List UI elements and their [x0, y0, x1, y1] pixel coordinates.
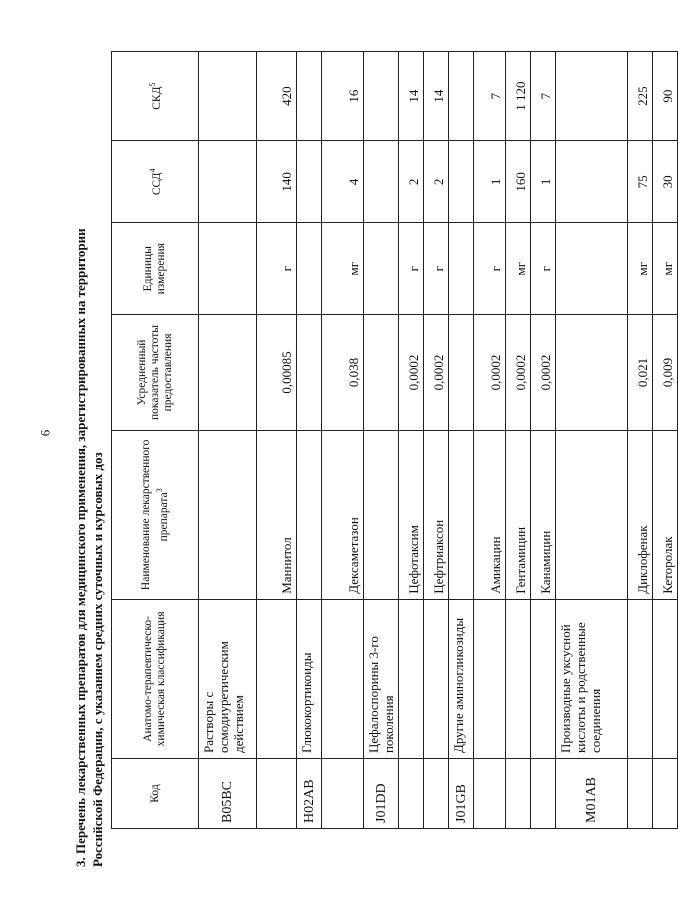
row-drug-name: Диклофенак — [628, 430, 653, 599]
row-code — [322, 759, 364, 829]
row-units — [199, 223, 257, 315]
table-row — [653, 52, 678, 829]
row-ssd: 1 — [531, 141, 556, 223]
row-drug-name — [199, 430, 257, 599]
row-frequency — [449, 315, 474, 431]
row-ssd: 140 — [257, 141, 297, 223]
table-row — [449, 52, 474, 829]
row-atc: Другие аминогликозиды — [449, 599, 474, 758]
row-frequency: 0,00085 — [257, 315, 297, 431]
row-atc: Глюкокортикоиды — [297, 599, 322, 758]
row-code — [474, 759, 506, 829]
row-frequency: 0,0002 — [531, 315, 556, 431]
heading-line-2: Российской Федерации, с указанием средних суточных и курсовых доз — [90, 452, 105, 867]
header-ssd: ССД$^4$ — [112, 141, 199, 223]
row-skd: 14 — [399, 52, 424, 141]
row-atc — [474, 599, 506, 758]
row-units — [556, 223, 628, 315]
table-row — [424, 52, 449, 829]
row-skd: 14 — [424, 52, 449, 141]
row-units: мг — [322, 223, 364, 315]
row-units: г — [424, 223, 449, 315]
header-name: Наименование лекарственного препарата$^3$ — [112, 430, 199, 599]
table-row — [364, 52, 399, 829]
table-row — [531, 52, 556, 829]
header-skd: СКД$^5$ — [112, 52, 199, 141]
heading-line-1: 3. Перечень лекарственных препаратов для медицинского применения, зарегистрированных на территории — [73, 228, 88, 867]
table-row — [322, 52, 364, 829]
row-drug-name — [297, 430, 322, 599]
row-atc — [322, 599, 364, 758]
table-header-row — [112, 52, 199, 829]
row-ssd: 2 — [399, 141, 424, 223]
table-row — [474, 52, 506, 829]
row-units — [364, 223, 399, 315]
row-code — [257, 759, 297, 829]
drug-table — [111, 51, 678, 829]
row-skd — [199, 52, 257, 141]
row-ssd: 75 — [628, 141, 653, 223]
row-units — [297, 223, 322, 315]
row-atc: Цефалоспорины 3-го поколения — [364, 599, 399, 758]
row-frequency — [199, 315, 257, 431]
row-skd: 16 — [322, 52, 364, 141]
row-code: B05BC — [199, 759, 257, 829]
row-ssd — [556, 141, 628, 223]
table-row — [199, 52, 257, 829]
row-drug-name: Маннитол — [257, 430, 297, 599]
row-drug-name: Кеторолак — [653, 430, 678, 599]
row-code — [424, 759, 449, 829]
row-skd — [364, 52, 399, 141]
row-drug-name: Канамицин — [531, 430, 556, 599]
row-skd: 7 — [531, 52, 556, 141]
row-code: J01DD — [364, 759, 399, 829]
row-ssd: 2 — [424, 141, 449, 223]
row-code: M01AB — [556, 759, 628, 829]
row-units: мг — [653, 223, 678, 315]
row-drug-name: Дексаметазон — [322, 430, 364, 599]
row-code — [399, 759, 424, 829]
row-drug-name — [556, 430, 628, 599]
row-frequency: 0,009 — [653, 315, 678, 431]
row-ssd: 30 — [653, 141, 678, 223]
row-frequency: 0,0002 — [424, 315, 449, 431]
row-ssd: 4 — [322, 141, 364, 223]
table-row — [257, 52, 297, 829]
row-frequency — [364, 315, 399, 431]
row-skd — [449, 52, 474, 141]
row-atc: Растворы с осмодиуретическим действием — [199, 599, 257, 758]
row-units — [449, 223, 474, 315]
row-atc — [506, 599, 531, 758]
row-skd — [297, 52, 322, 141]
row-code: H02AB — [297, 759, 322, 829]
table-row — [556, 52, 628, 829]
row-frequency: 0,021 — [628, 315, 653, 431]
row-units: г — [399, 223, 424, 315]
row-units: мг — [506, 223, 531, 315]
row-ssd — [449, 141, 474, 223]
row-code — [506, 759, 531, 829]
header-atc: Анатомо-терапевтическо-химическая классификация — [112, 599, 199, 758]
table-row — [628, 52, 653, 829]
header-code: Код — [112, 759, 199, 829]
row-skd: 225 — [628, 52, 653, 141]
row-drug-name — [364, 430, 399, 599]
row-code — [653, 759, 678, 829]
row-drug-name — [449, 430, 474, 599]
row-frequency — [297, 315, 322, 431]
row-units: мг — [628, 223, 653, 315]
row-drug-name: Цефотаксим — [399, 430, 424, 599]
table-body — [199, 52, 678, 829]
row-units: г — [257, 223, 297, 315]
row-skd: 90 — [653, 52, 678, 141]
row-code: J01GB — [449, 759, 474, 829]
row-atc — [424, 599, 449, 758]
row-ssd — [199, 141, 257, 223]
row-atc — [399, 599, 424, 758]
row-frequency — [556, 315, 628, 431]
rotated-page-content — [72, 35, 675, 869]
section-heading — [72, 35, 106, 869]
header-frequency: Усредненный показатель частоты предоставления — [112, 315, 199, 431]
row-atc: Производные уксусной кислоты и родственные соединения — [556, 599, 628, 758]
row-drug-name: Цефтриаксон — [424, 430, 449, 599]
row-drug-name: Амикацин — [474, 430, 506, 599]
row-atc — [531, 599, 556, 758]
row-skd — [556, 52, 628, 141]
page-number: 6 — [37, 429, 53, 437]
row-ssd: 160 — [506, 141, 531, 223]
row-skd: 1 120 — [506, 52, 531, 141]
table-row — [297, 52, 322, 829]
row-frequency: 0,038 — [322, 315, 364, 431]
row-skd: 7 — [474, 52, 506, 141]
header-units: Единицы измерения — [112, 223, 199, 315]
row-code — [628, 759, 653, 829]
row-units: г — [531, 223, 556, 315]
row-ssd: 1 — [474, 141, 506, 223]
row-frequency: 0,0002 — [399, 315, 424, 431]
row-atc — [628, 599, 653, 758]
row-frequency: 0,0002 — [474, 315, 506, 431]
row-atc — [653, 599, 678, 758]
row-frequency: 0,0002 — [506, 315, 531, 431]
row-atc — [257, 599, 297, 758]
row-skd: 420 — [257, 52, 297, 141]
row-code — [531, 759, 556, 829]
row-drug-name: Гентамицин — [506, 430, 531, 599]
row-ssd — [364, 141, 399, 223]
row-ssd — [297, 141, 322, 223]
row-units: г — [474, 223, 506, 315]
table-row — [506, 52, 531, 829]
table-row — [399, 52, 424, 829]
